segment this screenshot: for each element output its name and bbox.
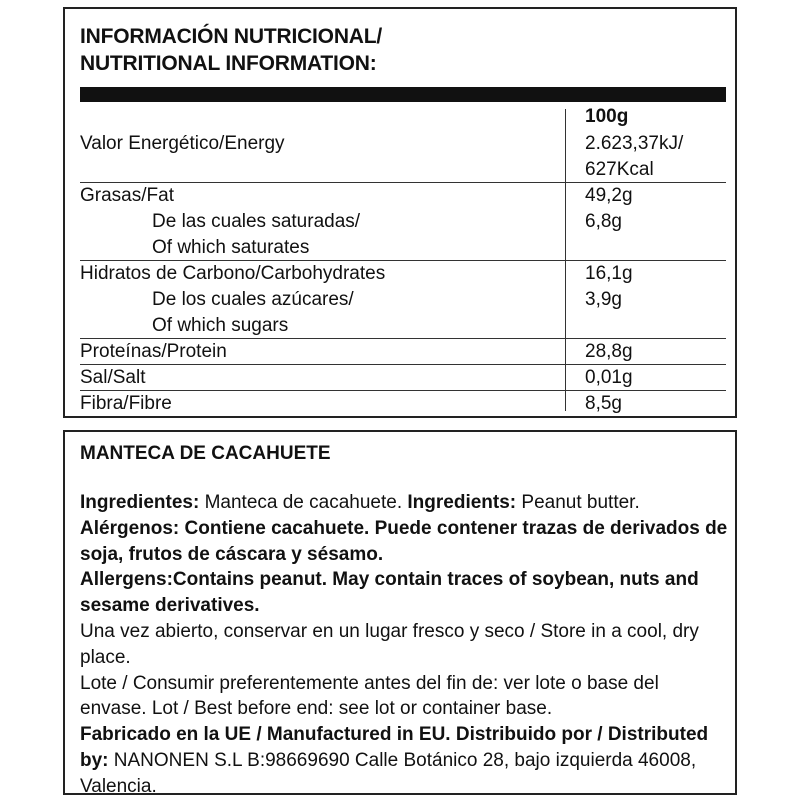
carbohydrates-label: Hidratos de Carbono/Carbohydrates xyxy=(80,263,386,284)
ingredients-text xyxy=(80,490,730,800)
allergens-en xyxy=(80,567,730,619)
nutrition-table xyxy=(80,131,726,417)
saturates-label-es: De las cuales saturadas/ xyxy=(152,211,361,232)
salt-value: 0,01g xyxy=(585,367,633,388)
manufacturer-info xyxy=(80,722,730,799)
fibre-label: Fibra/Fibre xyxy=(80,393,172,414)
saturates-label xyxy=(80,209,580,261)
table-row-energy xyxy=(80,131,726,183)
ingredients-panel xyxy=(63,430,737,795)
sugars-label-en: Of which sugars xyxy=(152,315,289,336)
fat-value: 49,2g xyxy=(585,185,633,206)
energy-kcal: 627Kcal xyxy=(585,159,654,180)
table-row-fibre xyxy=(80,391,726,417)
protein-label: Proteínas/Protein xyxy=(80,341,227,362)
table-row-salt xyxy=(80,365,726,391)
table-row-protein xyxy=(80,339,726,365)
nutrition-title-en: NUTRITIONAL INFORMATION: xyxy=(80,52,377,75)
per-100g-header: 100g xyxy=(585,106,629,127)
ingredients-es-text: Manteca de cacahuete. xyxy=(199,492,408,513)
storage-instructions: Una vez abierto, conservar en un lugar fresco y seco / Store in a cool, dry place. xyxy=(80,620,699,668)
title-divider-bar xyxy=(80,87,726,102)
sugars-label xyxy=(80,287,580,339)
distributor-address: NANONEN S.L B:98669690 Calle Botánico 28, bajo izquierda 46008, Valencia. xyxy=(80,749,697,797)
carbohydrates-value: 16,1g xyxy=(585,263,633,284)
nutrition-panel xyxy=(63,7,737,418)
saturates-value: 6,8g xyxy=(585,211,622,232)
ingredients-en-label: Ingredients: xyxy=(407,492,517,513)
energy-kj: 2.623,37kJ/ xyxy=(585,133,684,154)
energy-value xyxy=(585,131,726,183)
nutrition-title-es: INFORMACIÓN NUTRICIONAL/ xyxy=(80,25,383,48)
fibre-value: 8,5g xyxy=(585,393,622,414)
ingredients-en-text: Peanut butter. xyxy=(516,492,640,513)
allergens-en-text: Allergens:Contains peanut. May contain traces of soybean, nuts and sesame derivatives. xyxy=(80,569,699,617)
ingredients-line xyxy=(80,490,730,516)
energy-label: Valor Energético/Energy xyxy=(80,133,285,154)
table-row-carbohydrates xyxy=(80,261,726,339)
saturates-label-en: Of which saturates xyxy=(152,237,310,258)
sugars-value: 3,9g xyxy=(585,289,622,310)
protein-value: 28,8g xyxy=(585,341,633,362)
sugars-label-es: De los cuales azúcares/ xyxy=(152,289,354,310)
fat-label: Grasas/Fat xyxy=(80,185,174,206)
manufacturer-label: Fabricado en la UE / Manufactured in EU. Distribuido por / Distributed by: xyxy=(80,724,709,771)
lot-best-before: Lote / Consumir preferentemente antes del fin de: ver lote o base del envase. Lot / Best before end: see lot or container base. xyxy=(80,672,659,720)
product-name: MANTECA DE CACAHUETE xyxy=(80,443,331,464)
ingredients-es-label: Ingredientes: xyxy=(80,492,200,513)
nutrition-title xyxy=(80,23,382,77)
allergens-es-text: Alérgenos: Contiene cacahuete. Puede contener trazas de derivados de soja, frutos de cáscara y sésamo. xyxy=(80,517,728,565)
table-row-fat xyxy=(80,183,726,261)
salt-label: Sal/Salt xyxy=(80,367,146,388)
allergens-es xyxy=(80,516,730,568)
